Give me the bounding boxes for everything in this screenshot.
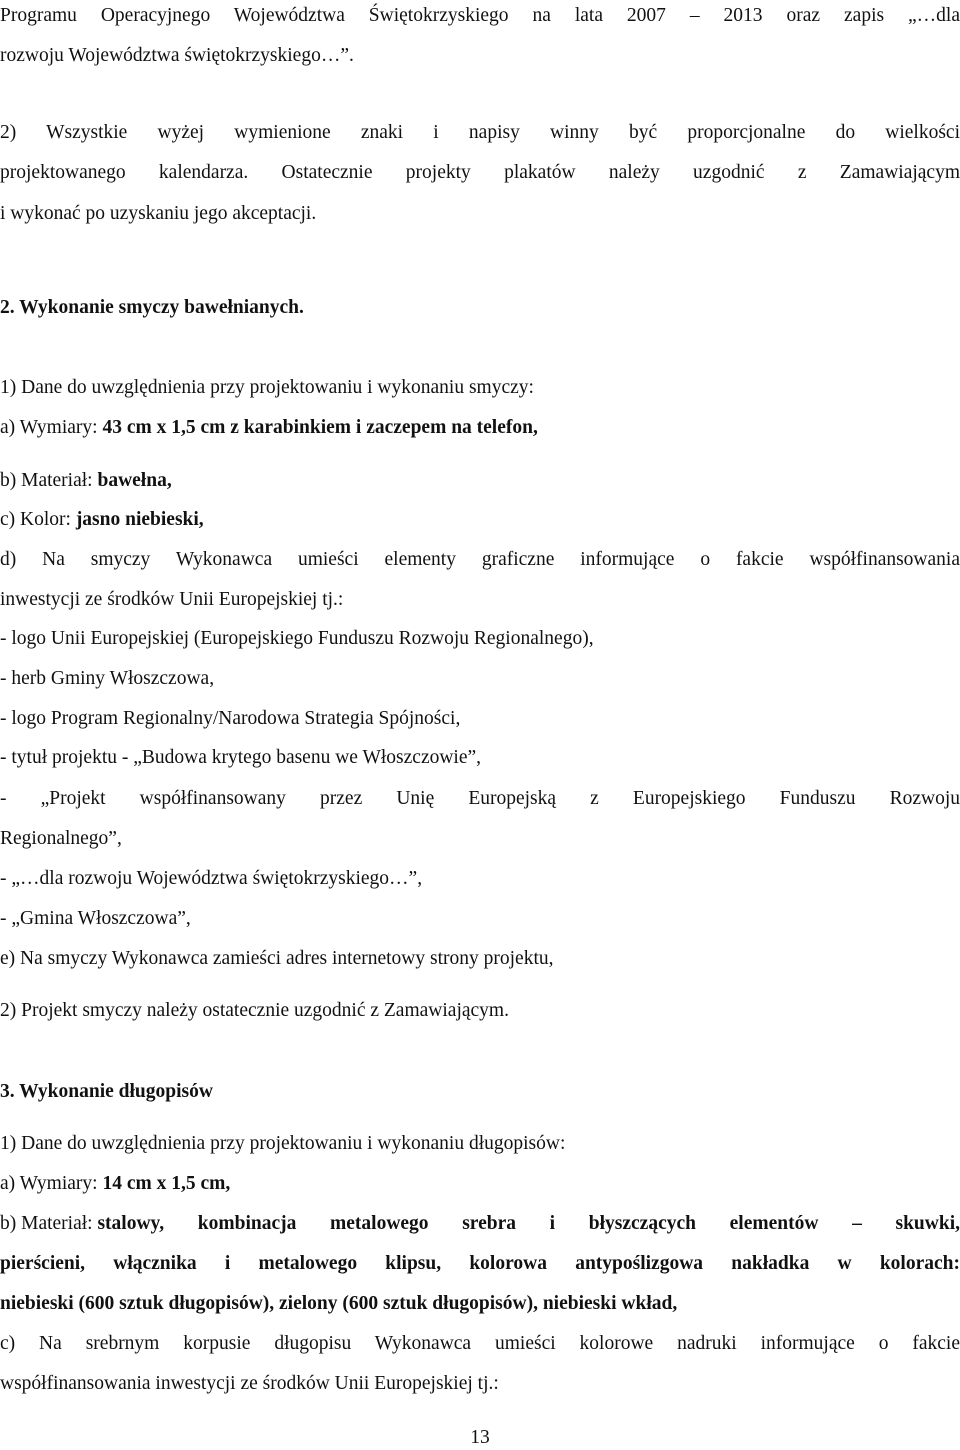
s2-item-a	[0, 416, 960, 440]
s2-c-label: c) Kolor:	[0, 509, 76, 530]
section-3-heading: 3. Wykonanie długopisów	[0, 1081, 213, 1102]
s3-a-value: 14 cm x 1,5 cm,	[102, 1173, 231, 1194]
s2-bullet-2: - herb Gminy Włoszczowa,	[0, 668, 215, 689]
s2-bullet-5-cont: Regionalnego”,	[0, 828, 122, 849]
s2-item-b	[0, 469, 960, 493]
s2-item-c	[0, 508, 960, 532]
s3-item-c-line-2: współfinansowania inwestycji ze środków Unii Europejskiej tj.:	[0, 1373, 499, 1394]
p2-line-1: 2) Wszystkie wyżej wymienione znaki i napisy winny być proporcjonalne do wielkości	[0, 122, 960, 143]
s2-item-d-line-2: inwestycji ze środków Unii Europejskiej tj.:	[0, 589, 344, 610]
s3-item-b-line-1	[0, 1212, 960, 1236]
page-number: 13	[470, 1427, 490, 1448]
s2-bullet-3: - logo Program Regionalny/Narodowa Strategia Spójności,	[0, 708, 461, 729]
s2-a-label: a) Wymiary:	[0, 417, 103, 438]
section-2-heading: 2. Wykonanie smyczy bawełnianych.	[0, 297, 304, 318]
s3-b-label: b) Materiał:	[0, 1213, 98, 1234]
s3-item-c-line-1: c) Na srebrnym korpusie długopisu Wykonawca umieści kolorowe nadruki informujące o fakcie	[0, 1333, 960, 1354]
s2-item-2: 2) Projekt smyczy należy ostatecznie uzgodnić z Zamawiającym.	[0, 1000, 509, 1021]
intro-line-2: rozwoju Województwa świętokrzyskiego…”.	[0, 45, 354, 66]
s2-b-label: b) Materiał:	[0, 470, 98, 491]
s2-bullet-4: - tytuł projektu - „Budowa krytego basenu we Włoszczowie”,	[0, 747, 482, 768]
s2-bullet-6: - „…dla rozwoju Województwa świętokrzyskiego…”,	[0, 868, 423, 889]
s3-item-b-line-3: niebieski (600 sztuk długopisów), zielony (600 sztuk długopisów), niebieski wkład,	[0, 1293, 678, 1314]
s2-a-value: 43 cm x 1,5 cm z karabinkiem i zaczepem na telefon,	[102, 417, 538, 438]
s2-bullet-7: - „Gmina Włoszczowa”,	[0, 908, 191, 929]
s2-bullet-5: - „Projekt współfinansowany przez Unię Europejską z Europejskiego Funduszu Rozwoju	[0, 788, 960, 809]
s2-item-d-line-1: d) Na smyczy Wykonawca umieści elementy graficzne informujące o fakcie współfinansowania	[0, 549, 960, 570]
s3-b-value-1: stalowy, kombinacja metalowego srebra i błyszczących elementów – skuwki,	[97, 1213, 960, 1234]
p2-line-2: projektowanego kalendarza. Ostatecznie projekty plakatów należy uzgodnić z Zamawiającym	[0, 162, 960, 183]
s3-item-a	[0, 1172, 960, 1196]
s2-c-value: jasno niebieski,	[75, 509, 204, 530]
s2-b-value: bawełna,	[97, 470, 172, 491]
p2-line-3: i wykonać po uzyskaniu jego akceptacji.	[0, 203, 317, 224]
intro-line-1: Programu Operacyjnego Województwa Świętokrzyskiego na lata 2007 – 2013 oraz zapis „…dla	[0, 5, 960, 26]
s3-item-1: 1) Dane do uwzględnienia przy projektowaniu i wykonaniu długopisów:	[0, 1133, 566, 1154]
s2-item-1: 1) Dane do uwzględnienia przy projektowaniu i wykonaniu smyczy:	[0, 377, 534, 398]
s3-item-b-line-2: pierścieni, włącznika i metalowego klipsu, kolorowa antypoślizgowa nakładka w kolorach:	[0, 1253, 960, 1274]
s2-bullet-1: - logo Unii Europejskiej (Europejskiego Funduszu Rozwoju Regionalnego),	[0, 628, 594, 649]
s3-a-label: a) Wymiary:	[0, 1173, 103, 1194]
s2-item-e: e) Na smyczy Wykonawca zamieści adres internetowy strony projektu,	[0, 948, 554, 969]
